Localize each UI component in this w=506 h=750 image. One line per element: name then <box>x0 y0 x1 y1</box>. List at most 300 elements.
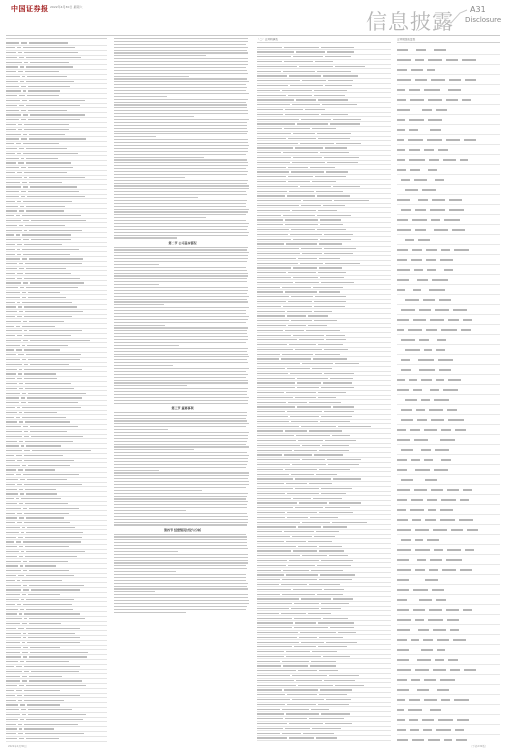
table-cell <box>6 373 16 374</box>
table-cell <box>6 369 17 370</box>
table-row <box>397 185 500 195</box>
table-cell <box>6 551 19 552</box>
table-cell <box>24 618 28 619</box>
table-cell <box>29 570 68 571</box>
table-cell <box>30 647 61 648</box>
table-cell <box>287 493 319 494</box>
table-cell <box>29 177 85 178</box>
table-cell <box>428 619 444 621</box>
table-cell <box>257 368 285 369</box>
table-cell <box>441 329 457 331</box>
table-cell <box>24 230 27 231</box>
table-cell <box>410 169 421 171</box>
table-cell <box>257 61 282 62</box>
text-line <box>114 571 176 572</box>
table-cell <box>26 628 80 629</box>
table-cell <box>281 613 306 614</box>
table-cell <box>257 85 288 86</box>
table-cell <box>436 379 444 381</box>
table-cell <box>29 230 82 231</box>
table-cell <box>456 739 468 741</box>
text-line <box>114 287 248 288</box>
table-cell <box>19 421 23 422</box>
table-cell <box>30 186 77 187</box>
table-cell <box>24 378 58 379</box>
table-cell <box>293 133 315 134</box>
table-cell <box>23 561 27 562</box>
table-row <box>397 55 500 65</box>
table-cell <box>6 388 17 389</box>
table-cell <box>440 679 455 681</box>
table-cell <box>19 263 23 264</box>
table-cell <box>397 559 409 561</box>
table-cell <box>26 445 62 446</box>
table-cell <box>416 409 425 411</box>
table-cell <box>397 509 406 511</box>
text-line <box>114 484 249 485</box>
table-row <box>397 345 500 355</box>
table-cell <box>257 248 299 249</box>
table-cell <box>17 695 22 696</box>
table-row <box>397 85 500 95</box>
table-cell <box>434 469 448 471</box>
table-cell <box>28 167 72 168</box>
text-line <box>114 594 248 595</box>
text-line <box>114 278 247 279</box>
text-line <box>114 368 249 369</box>
text-line <box>114 116 194 117</box>
table-cell <box>415 209 427 211</box>
text-line <box>114 90 246 91</box>
table-cell <box>6 158 19 159</box>
table-cell <box>295 507 323 508</box>
table-cell <box>6 254 15 255</box>
table-cell <box>6 613 17 614</box>
table-cell <box>29 618 85 619</box>
text-line <box>114 67 246 68</box>
footer-right: （下转A32版） <box>470 745 488 748</box>
table-cell <box>257 594 280 595</box>
table-row <box>397 175 500 185</box>
table-cell <box>296 99 316 100</box>
table-cell <box>21 532 24 533</box>
table-cell <box>286 483 307 484</box>
text-line <box>114 113 248 114</box>
table-cell <box>320 152 348 153</box>
table-cell <box>298 685 333 686</box>
table-cell <box>326 339 346 340</box>
text-line <box>114 394 247 395</box>
table-cell <box>257 656 284 657</box>
table-cell <box>22 326 55 327</box>
text-line <box>114 438 248 439</box>
table-cell <box>16 690 22 691</box>
table-cell <box>448 379 461 381</box>
table-cell <box>317 215 352 216</box>
table-row <box>397 465 500 475</box>
table-cell <box>18 724 22 725</box>
table-cell <box>447 619 458 621</box>
table-cell <box>413 319 426 321</box>
table-cell <box>6 134 21 135</box>
table-cell <box>6 220 21 221</box>
table-cell <box>446 609 459 611</box>
table-cell <box>324 589 344 590</box>
table-row <box>397 525 500 535</box>
table-cell <box>428 99 441 101</box>
text-line <box>114 307 249 308</box>
table-cell <box>333 119 361 120</box>
table-cell <box>316 191 343 192</box>
table-cell <box>431 489 443 491</box>
table-cell <box>25 546 70 547</box>
text-line <box>114 267 246 268</box>
text-line <box>114 475 249 476</box>
table-cell <box>432 199 445 201</box>
table-cell <box>23 508 27 509</box>
table-cell <box>257 622 293 623</box>
table-cell <box>332 435 350 436</box>
text-line <box>114 237 177 238</box>
table-cell <box>257 613 279 614</box>
table-cell <box>440 509 452 511</box>
text-line <box>114 519 248 520</box>
table-cell <box>6 230 22 231</box>
table-cell <box>287 195 314 196</box>
table-cell <box>327 51 354 52</box>
table-cell <box>302 445 320 446</box>
table-cell <box>257 224 283 225</box>
table-cell <box>291 421 318 422</box>
text-line <box>114 154 246 155</box>
table-cell <box>17 172 22 173</box>
text-line <box>114 142 248 143</box>
table-row <box>397 235 500 245</box>
table-cell <box>311 661 336 662</box>
table-cell <box>294 618 320 619</box>
table-cell <box>257 56 291 57</box>
text-line <box>114 301 248 302</box>
table-cell <box>283 306 312 307</box>
table-cell <box>455 729 464 731</box>
table-cell <box>318 397 336 398</box>
table-cell <box>429 409 444 411</box>
table-cell <box>6 196 19 197</box>
table-cell <box>21 119 25 120</box>
table-cell <box>18 575 24 576</box>
table-row <box>397 75 500 85</box>
table-cell <box>434 549 443 551</box>
table-cell <box>415 569 425 571</box>
table-cell <box>27 642 80 643</box>
cashflow-table <box>397 45 500 742</box>
table-cell <box>6 302 15 303</box>
table-cell <box>6 86 19 87</box>
table-cell <box>19 546 23 547</box>
table-cell <box>427 269 436 271</box>
table-cell <box>444 219 460 221</box>
table-cell <box>6 234 14 235</box>
table-cell <box>26 517 65 518</box>
table-cell <box>461 329 471 331</box>
table-cell <box>321 47 354 48</box>
table-cell <box>6 215 14 216</box>
table-cell <box>257 95 286 96</box>
table-cell <box>18 537 23 538</box>
table-row <box>397 725 500 735</box>
table-cell <box>19 268 24 269</box>
table-cell <box>323 618 348 619</box>
table-cell <box>19 489 24 490</box>
table-cell <box>6 633 21 634</box>
table-cell <box>418 629 430 631</box>
table-cell <box>454 249 470 251</box>
text-line <box>114 351 247 352</box>
table-cell <box>425 479 437 481</box>
table-cell <box>414 439 428 441</box>
table-cell <box>27 479 68 480</box>
table-cell <box>417 419 426 421</box>
text-line <box>114 304 164 305</box>
table-cell <box>6 114 21 115</box>
table-cell <box>20 206 24 207</box>
text-line <box>114 365 173 366</box>
table-cell <box>17 316 22 317</box>
table-cell <box>257 555 300 556</box>
table-cell <box>288 301 312 302</box>
table-cell <box>25 733 84 734</box>
table-cell <box>397 89 405 91</box>
text-line <box>114 290 248 291</box>
table-cell <box>397 169 406 171</box>
table-cell <box>24 724 78 725</box>
table-cell <box>286 574 318 575</box>
table-cell <box>23 282 28 283</box>
table-cell <box>293 239 318 240</box>
table-cell <box>22 652 27 653</box>
text-line <box>114 426 246 427</box>
table-cell <box>415 79 427 81</box>
text-line <box>114 415 247 416</box>
table-cell <box>257 488 293 489</box>
table-cell <box>397 109 410 111</box>
table-cell <box>397 329 404 331</box>
table-cell <box>6 561 21 562</box>
table-cell <box>412 519 421 521</box>
table-cell <box>23 254 71 255</box>
text-block <box>114 534 251 613</box>
table-row <box>397 245 500 255</box>
table-cell <box>327 459 360 460</box>
table-cell <box>310 665 336 666</box>
table-cell <box>32 450 91 451</box>
text-line <box>114 145 249 146</box>
table-cell <box>414 489 427 491</box>
table-cell <box>17 407 21 408</box>
table-cell <box>314 311 332 312</box>
table-cell <box>22 417 66 418</box>
table-cell <box>257 147 293 148</box>
table-cell <box>6 76 20 77</box>
table-cell <box>295 147 323 148</box>
table-cell <box>6 704 18 705</box>
table-cell <box>294 603 320 604</box>
table-cell <box>326 335 345 336</box>
table-cell <box>285 219 317 220</box>
table-cell <box>430 559 442 561</box>
table-cell <box>287 512 317 513</box>
table-cell <box>397 229 411 231</box>
table-cell <box>29 585 84 586</box>
text-line <box>114 493 248 494</box>
table-cell <box>6 326 14 327</box>
text-line <box>114 461 248 462</box>
text-line <box>114 504 247 505</box>
table-cell <box>441 429 451 431</box>
text-line <box>114 568 247 569</box>
table-cell <box>435 309 449 311</box>
table-cell <box>257 579 280 580</box>
table-cell <box>29 134 64 135</box>
table-cell <box>26 57 81 58</box>
table-cell <box>28 402 78 403</box>
text-line <box>114 380 248 381</box>
table-cell <box>397 279 409 281</box>
table-cell <box>336 143 361 144</box>
table-cell <box>290 373 323 374</box>
table-cell <box>29 508 79 509</box>
table-cell <box>436 729 450 731</box>
table-cell <box>333 478 361 479</box>
table-cell <box>257 75 287 76</box>
table-cell <box>257 608 289 609</box>
text-line <box>114 217 206 218</box>
table-cell <box>16 143 21 144</box>
text-line <box>114 87 247 88</box>
table-cell <box>6 345 20 346</box>
table-cell <box>321 387 354 388</box>
table-cell <box>29 258 83 259</box>
table-cell <box>6 177 22 178</box>
table-cell <box>6 556 17 557</box>
text-line <box>114 534 246 535</box>
table-cell <box>437 339 445 341</box>
table-cell <box>397 489 410 491</box>
table-cell <box>397 389 409 391</box>
table-cell <box>6 407 15 408</box>
table-cell <box>288 402 307 403</box>
table-cell <box>257 416 288 417</box>
table-cell <box>6 110 19 111</box>
table-cell <box>6 489 17 490</box>
table-cell <box>257 210 290 211</box>
table-cell <box>309 430 342 431</box>
table-cell <box>257 143 298 144</box>
table-cell <box>397 79 411 81</box>
table-cell <box>27 196 85 197</box>
table-top-rule <box>397 42 500 43</box>
table-cell <box>6 287 18 288</box>
table-cell <box>306 330 340 331</box>
table-cell <box>6 623 20 624</box>
table-cell <box>414 179 427 181</box>
table-cell <box>314 90 347 91</box>
table-cell <box>6 436 22 437</box>
table-cell <box>415 619 424 621</box>
table-cell <box>397 639 407 641</box>
table-cell <box>28 709 72 710</box>
table-cell <box>257 493 285 494</box>
table-cell <box>25 441 73 442</box>
table-cell <box>29 680 81 681</box>
table-cell <box>27 95 60 96</box>
table-cell <box>19 412 22 413</box>
table-cell <box>397 379 405 381</box>
table-cell <box>257 723 287 724</box>
table-cell <box>298 526 321 527</box>
table-cell <box>21 138 26 139</box>
table-cell <box>20 661 25 662</box>
table-cell <box>291 171 323 172</box>
table-cell <box>19 517 23 518</box>
table-row <box>397 155 500 165</box>
text-line <box>114 61 248 62</box>
table-cell <box>438 149 448 151</box>
text-line <box>114 435 248 436</box>
table-cell <box>21 110 26 111</box>
table-cell <box>326 699 351 700</box>
table-cell <box>295 282 318 283</box>
table-cell <box>427 499 437 501</box>
text-line <box>114 423 249 424</box>
table-cell <box>325 263 360 264</box>
section-heading: 第四节 经营情况讨论与分析 <box>163 527 202 532</box>
table-cell <box>23 589 29 590</box>
text-line <box>114 78 247 79</box>
table-row <box>397 415 500 425</box>
table-cell <box>6 493 18 494</box>
table-cell <box>6 527 20 528</box>
table-cell <box>257 661 280 662</box>
table-row <box>397 655 500 665</box>
table-cell <box>6 62 22 63</box>
table-cell <box>289 191 314 192</box>
table-cell <box>301 205 321 206</box>
table-cell <box>6 282 21 283</box>
table-cell <box>443 389 457 391</box>
table-cell <box>16 666 22 667</box>
table-cell <box>24 369 82 370</box>
text-line <box>114 319 248 320</box>
text-line <box>114 403 248 404</box>
table-cell <box>257 637 297 638</box>
table-cell <box>257 713 284 714</box>
table-cell <box>410 429 420 431</box>
table-cell <box>324 411 355 412</box>
table-cell <box>6 441 17 442</box>
text-line <box>114 171 248 172</box>
text-line <box>114 223 249 224</box>
table-cell <box>28 119 80 120</box>
table-cell <box>24 373 56 374</box>
table-cell <box>286 243 317 244</box>
table-cell <box>397 689 409 691</box>
table-cell <box>257 176 286 177</box>
table-cell <box>257 598 299 599</box>
table-cell <box>257 464 290 465</box>
table-cell <box>257 694 285 695</box>
table-cell <box>257 378 295 379</box>
